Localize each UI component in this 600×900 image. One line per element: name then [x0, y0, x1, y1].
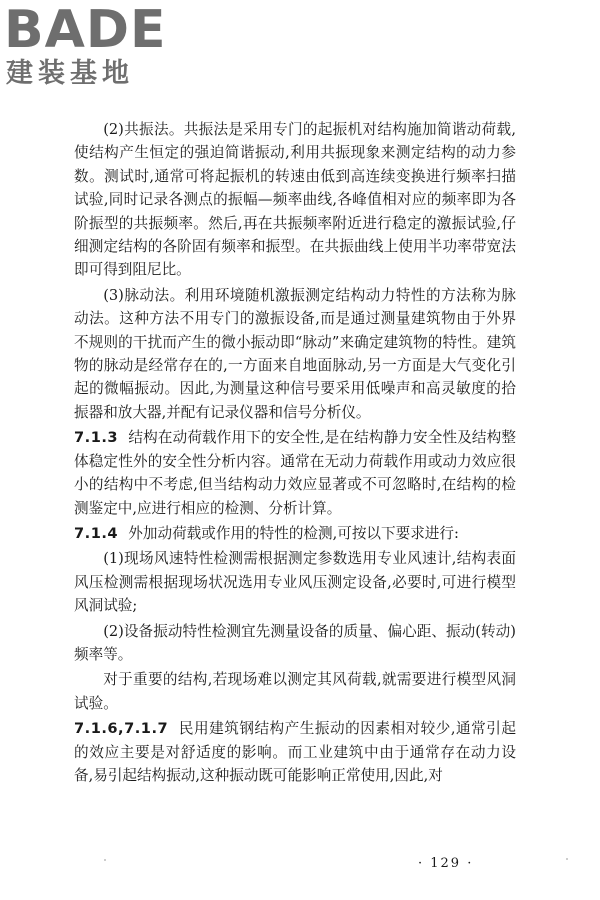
clause-7-1-6-7-1-7: [74, 717, 516, 787]
clause-text: 结构在动荷载作用下的安全性,是在结构静力安全性及结构整体稳定性外的安全性分析内容。通常在无动力荷载作用或动力效应很小的结构中不考虑,但当结构动力效应显著或不可忽略时,在结构的检测鉴定中,应进行相应的检测、分析计算。: [74, 429, 516, 517]
paragraph-pulsation-method: (3)脉动法。利用环境随机激振测定结构动力特性的方法称为脉动法。这种方法不用专门的激振设备,而是通过测量建筑物由于外界不规则的干扰而产生的微小振动即“脉动”来确定建筑物的特性。建筑物的脉动是经常存在的,一方面来自地面脉动,另一方面是大气变化引起的微幅振动。因此,为测量这种信号要采用低噪声和高灵敏度的拾振器和放大器,并配有记录仪器和信号分析仪。: [74, 286, 516, 421]
clause-7-1-3: [74, 426, 516, 520]
clause-7-1-4: [74, 522, 516, 545]
page-body: [74, 118, 516, 789]
clause-number: 7.1.6,7.1.7: [74, 720, 169, 738]
clause-text: 外加动荷载或作用的特性的检测,可按以下要求进行:: [128, 524, 459, 542]
paragraph-wind-detection: (1)现场风速特性检测需根据测定参数选用专业风速计,结构表面风压检测需根据现场状况选用专业风压测定设备,必要时,可进行模型风洞试验;: [74, 550, 516, 615]
paragraph-resonance-method: (2)共振法。共振法是采用专门的起振机对结构施加简谐动荷载,使结构产生恒定的强迫简谐振动,利用共振现象来测定结构的动力参数。测试时,通常可将起振机的转速由低到高连续变换进行频率扫描试验,同时记录各测点的振幅—频率曲线,各峰值相对应的频率即为各阶振型的共振频率。然后,再在共振频率附近进行稳定的激振试验,仔细测定结构的各阶固有频率和振型。在共振曲线上使用半功率带宽法即可得到阻尼比。: [74, 121, 516, 279]
logo-subtitle: 建装基地: [6, 58, 134, 89]
bade-logo: [4, 2, 179, 94]
paragraph-wind-tunnel: 对于重要的结构,若现场难以测定其风荷载,就需要进行模型风洞试验。: [74, 671, 516, 712]
clause-number: 7.1.3: [74, 429, 119, 447]
logo-mark: BADE: [4, 0, 167, 60]
clause-number: 7.1.4: [74, 524, 119, 542]
scan-speck: [566, 858, 568, 860]
paragraph-equipment-vibration: (2)设备振动特性检测宜先测量设备的质量、偏心距、振动(转动)频率等。: [74, 622, 516, 663]
clause-text: 民用建筑钢结构产生振动的因素相对较少,通常引起的效应主要是对舒适度的影响。而工业建筑中由于通常存在动力设备,易引起结构振动,这种振动既可能影响正常使用,因此,对: [74, 720, 516, 784]
scan-speck: [104, 859, 106, 861]
page-number: · 129 ·: [418, 856, 474, 871]
